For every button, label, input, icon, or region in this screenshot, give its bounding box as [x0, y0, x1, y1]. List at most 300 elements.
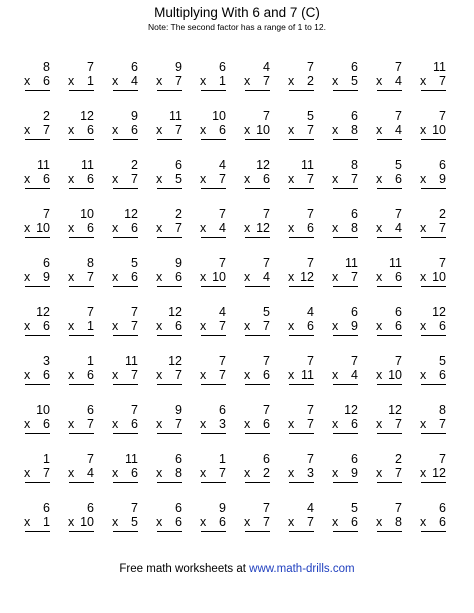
second-factor-line [148, 417, 182, 431]
multiply-sign: x [244, 270, 251, 284]
multiply-sign: x [112, 417, 119, 431]
second-factor: 7 [219, 368, 226, 382]
second-factor-line [280, 515, 314, 529]
problem [12, 452, 56, 501]
first-factor: 11 [345, 256, 358, 270]
second-factor: 6 [263, 172, 270, 186]
first-factor: 7 [395, 60, 402, 74]
first-factor: 12 [388, 403, 402, 417]
second-factor-line [412, 319, 446, 333]
problem [232, 207, 276, 256]
multiply-sign: x [376, 319, 383, 333]
multiply-sign: x [156, 368, 163, 382]
first-factor: 7 [395, 109, 402, 123]
first-factor: 4 [219, 305, 226, 319]
second-factor-line [104, 74, 138, 88]
first-factor: 6 [43, 256, 50, 270]
first-factor: 12 [124, 207, 138, 221]
multiply-sign: x [112, 74, 119, 88]
first-factor: 10 [36, 403, 50, 417]
second-factor-line [236, 221, 270, 235]
problem [56, 158, 100, 207]
first-factor: 7 [307, 403, 314, 417]
second-factor-line [16, 466, 50, 480]
problem [188, 109, 232, 158]
second-factor: 4 [263, 270, 270, 284]
second-factor: 7 [307, 515, 314, 529]
answer-line [377, 482, 402, 483]
multiply-sign: x [24, 270, 31, 284]
first-factor: 10 [212, 109, 226, 123]
problem [364, 452, 408, 501]
second-factor-line [368, 319, 402, 333]
answer-line [289, 286, 314, 287]
answer-line [421, 531, 446, 532]
first-factor: 7 [219, 256, 226, 270]
multiply-sign: x [332, 368, 339, 382]
second-factor-line [16, 123, 50, 137]
answer-line [201, 286, 226, 287]
multiply-sign: x [68, 221, 75, 235]
problem [12, 60, 56, 109]
second-factor: 8 [395, 515, 402, 529]
second-factor: 6 [87, 221, 94, 235]
first-factor: 11 [125, 354, 138, 368]
second-factor: 12 [300, 270, 314, 284]
answer-line [25, 286, 50, 287]
multiply-sign: x [24, 417, 31, 431]
answer-line [201, 188, 226, 189]
second-factor: 10 [80, 515, 94, 529]
second-factor-line [148, 221, 182, 235]
first-factor: 9 [175, 256, 182, 270]
second-factor: 10 [36, 221, 50, 235]
second-factor-line [60, 172, 94, 186]
second-factor: 6 [43, 172, 50, 186]
multiply-sign: x [376, 221, 383, 235]
first-factor: 7 [439, 452, 446, 466]
problem [100, 109, 144, 158]
first-factor: 4 [219, 158, 226, 172]
second-factor-line [16, 270, 50, 284]
first-factor: 12 [80, 109, 94, 123]
problem [100, 354, 144, 403]
second-factor-line [324, 368, 358, 382]
second-factor: 7 [263, 319, 270, 333]
first-factor: 6 [175, 158, 182, 172]
multiply-sign: x [244, 417, 251, 431]
second-factor: 6 [43, 417, 50, 431]
answer-line [421, 188, 446, 189]
problem [100, 158, 144, 207]
multiply-sign: x [24, 466, 31, 480]
multiply-sign: x [112, 270, 119, 284]
problem [276, 60, 320, 109]
second-factor: 7 [439, 417, 446, 431]
first-factor: 7 [87, 60, 94, 74]
second-factor: 6 [87, 123, 94, 137]
first-factor: 7 [263, 403, 270, 417]
problem [100, 207, 144, 256]
second-factor: 6 [43, 368, 50, 382]
answer-line [69, 237, 94, 238]
first-factor: 7 [439, 109, 446, 123]
second-factor-line [368, 221, 402, 235]
answer-line [157, 335, 182, 336]
second-factor: 7 [351, 270, 358, 284]
problem [144, 452, 188, 501]
answer-line [289, 139, 314, 140]
answer-line [69, 139, 94, 140]
footer-link[interactable]: www.math-drills.com [249, 563, 355, 575]
second-factor-line [412, 172, 446, 186]
problem [144, 109, 188, 158]
first-factor: 6 [175, 501, 182, 515]
second-factor: 7 [263, 74, 270, 88]
second-factor-line [104, 319, 138, 333]
second-factor-line [16, 515, 50, 529]
first-factor: 12 [168, 305, 182, 319]
problem [320, 109, 364, 158]
second-factor: 7 [131, 368, 138, 382]
second-factor-line [280, 466, 314, 480]
first-factor: 4 [263, 60, 270, 74]
answer-line [25, 335, 50, 336]
second-factor: 6 [219, 123, 226, 137]
multiply-sign: x [244, 172, 251, 186]
first-factor: 7 [219, 354, 226, 368]
second-factor-line [412, 270, 446, 284]
second-factor: 6 [175, 319, 182, 333]
answer-line [245, 90, 270, 91]
answer-line [113, 188, 138, 189]
answer-line [113, 531, 138, 532]
answer-line [421, 90, 446, 91]
multiply-sign: x [288, 515, 295, 529]
first-factor: 5 [439, 354, 446, 368]
second-factor: 6 [175, 270, 182, 284]
answer-line [25, 482, 50, 483]
second-factor: 5 [175, 172, 182, 186]
first-factor: 9 [131, 109, 138, 123]
first-factor: 7 [307, 354, 314, 368]
multiply-sign: x [332, 123, 339, 137]
problem [276, 354, 320, 403]
first-factor: 6 [43, 501, 50, 515]
problem [364, 305, 408, 354]
first-factor: 5 [263, 305, 270, 319]
problem [188, 403, 232, 452]
second-factor-line [16, 368, 50, 382]
second-factor-line [148, 270, 182, 284]
second-factor: 9 [439, 172, 446, 186]
first-factor: 6 [219, 403, 226, 417]
problem [364, 109, 408, 158]
second-factor-line [60, 368, 94, 382]
second-factor-line [192, 417, 226, 431]
first-factor: 7 [307, 60, 314, 74]
second-factor: 9 [351, 466, 358, 480]
multiply-sign: x [68, 466, 75, 480]
second-factor-line [324, 74, 358, 88]
answer-line [289, 90, 314, 91]
answer-line [201, 335, 226, 336]
first-factor: 8 [439, 403, 446, 417]
first-factor: 4 [307, 501, 314, 515]
multiply-sign: x [288, 368, 295, 382]
first-factor: 12 [168, 354, 182, 368]
second-factor: 6 [395, 270, 402, 284]
first-factor: 7 [263, 501, 270, 515]
problem [56, 60, 100, 109]
problem [188, 60, 232, 109]
second-factor: 7 [87, 417, 94, 431]
second-factor: 7 [219, 319, 226, 333]
problem [408, 403, 452, 452]
answer-line [157, 531, 182, 532]
answer-line [377, 90, 402, 91]
second-factor: 9 [43, 270, 50, 284]
second-factor-line [148, 466, 182, 480]
second-factor: 6 [395, 319, 402, 333]
problem [144, 354, 188, 403]
second-factor: 12 [256, 221, 270, 235]
problem [276, 501, 320, 550]
answer-line [377, 531, 402, 532]
problem [56, 207, 100, 256]
problem [276, 256, 320, 305]
problem [408, 60, 452, 109]
multiply-sign: x [200, 417, 207, 431]
first-factor: 7 [307, 207, 314, 221]
multiply-sign: x [112, 515, 119, 529]
problem [276, 452, 320, 501]
answer-line [289, 482, 314, 483]
first-factor: 8 [43, 60, 50, 74]
multiply-sign: x [68, 515, 75, 529]
answer-line [333, 237, 358, 238]
problem [320, 158, 364, 207]
first-factor: 7 [43, 207, 50, 221]
answer-line [333, 188, 358, 189]
second-factor: 6 [87, 172, 94, 186]
multiply-sign: x [332, 515, 339, 529]
first-factor: 6 [439, 158, 446, 172]
answer-line [333, 433, 358, 434]
problem [56, 403, 100, 452]
multiply-sign: x [112, 466, 119, 480]
second-factor-line [280, 172, 314, 186]
first-factor: 6 [131, 60, 138, 74]
problem [100, 501, 144, 550]
second-factor-line [280, 417, 314, 431]
second-factor: 1 [87, 319, 94, 333]
second-factor-line [16, 417, 50, 431]
problem [276, 207, 320, 256]
second-factor: 7 [175, 221, 182, 235]
multiply-sign: x [244, 123, 251, 137]
second-factor: 7 [307, 123, 314, 137]
second-factor-line [192, 74, 226, 88]
answer-line [69, 188, 94, 189]
second-factor-line [60, 466, 94, 480]
first-factor: 6 [219, 60, 226, 74]
second-factor: 7 [175, 417, 182, 431]
second-factor-line [412, 123, 446, 137]
second-factor: 6 [175, 515, 182, 529]
problem [12, 158, 56, 207]
second-factor-line [148, 515, 182, 529]
second-factor-line [192, 123, 226, 137]
second-factor: 6 [351, 417, 358, 431]
problem [320, 354, 364, 403]
problem [188, 256, 232, 305]
second-factor-line [280, 221, 314, 235]
multiply-sign: x [420, 515, 427, 529]
multiply-sign: x [24, 74, 31, 88]
problem [408, 305, 452, 354]
first-factor: 11 [81, 158, 94, 172]
first-factor: 7 [131, 305, 138, 319]
problem [188, 158, 232, 207]
second-factor-line [60, 123, 94, 137]
second-factor-line [368, 172, 402, 186]
problem [12, 256, 56, 305]
multiply-sign: x [244, 319, 251, 333]
multiply-sign: x [24, 221, 31, 235]
first-factor: 12 [344, 403, 358, 417]
multiply-sign: x [112, 368, 119, 382]
second-factor: 6 [351, 515, 358, 529]
second-factor-line [60, 221, 94, 235]
problem [320, 60, 364, 109]
problem [364, 354, 408, 403]
problem [408, 207, 452, 256]
multiply-sign: x [112, 319, 119, 333]
second-factor-line [192, 270, 226, 284]
answer-line [289, 531, 314, 532]
answer-line [69, 433, 94, 434]
problem [364, 501, 408, 550]
multiply-sign: x [24, 368, 31, 382]
multiply-sign: x [24, 515, 31, 529]
answer-line [113, 237, 138, 238]
first-factor: 11 [37, 158, 50, 172]
second-factor: 7 [87, 270, 94, 284]
multiply-sign: x [200, 368, 207, 382]
second-factor: 10 [212, 270, 226, 284]
second-factor-line [324, 319, 358, 333]
second-factor-line [148, 172, 182, 186]
second-factor-line [104, 123, 138, 137]
second-factor-line [16, 319, 50, 333]
answer-line [289, 384, 314, 385]
second-factor-line [148, 368, 182, 382]
second-factor: 7 [43, 123, 50, 137]
problem [408, 109, 452, 158]
second-factor-line [192, 221, 226, 235]
multiply-sign: x [376, 123, 383, 137]
problem [364, 158, 408, 207]
answer-line [289, 433, 314, 434]
multiply-sign: x [156, 221, 163, 235]
second-factor: 6 [307, 221, 314, 235]
second-factor: 3 [307, 466, 314, 480]
multiply-sign: x [112, 221, 119, 235]
answer-line [157, 384, 182, 385]
second-factor-line [412, 466, 446, 480]
second-factor: 6 [263, 417, 270, 431]
multiply-sign: x [244, 515, 251, 529]
problem [12, 109, 56, 158]
second-factor: 1 [43, 515, 50, 529]
first-factor: 7 [87, 305, 94, 319]
first-factor: 6 [87, 501, 94, 515]
first-factor: 12 [256, 158, 270, 172]
second-factor: 5 [351, 74, 358, 88]
first-factor: 11 [433, 60, 446, 74]
multiply-sign: x [68, 172, 75, 186]
problem [188, 354, 232, 403]
answer-line [113, 482, 138, 483]
second-factor-line [412, 515, 446, 529]
second-factor: 6 [131, 123, 138, 137]
first-factor: 11 [169, 109, 182, 123]
multiply-sign: x [332, 270, 339, 284]
second-factor-line [236, 368, 270, 382]
second-factor-line [192, 515, 226, 529]
second-factor-line [236, 319, 270, 333]
second-factor: 12 [432, 466, 446, 480]
problem [364, 60, 408, 109]
answer-line [113, 139, 138, 140]
problem [276, 158, 320, 207]
answer-line [157, 482, 182, 483]
second-factor: 10 [388, 368, 402, 382]
answer-line [333, 531, 358, 532]
second-factor: 7 [439, 74, 446, 88]
second-factor-line [368, 466, 402, 480]
second-factor: 7 [131, 172, 138, 186]
second-factor-line [192, 466, 226, 480]
answer-line [113, 90, 138, 91]
multiply-sign: x [156, 417, 163, 431]
first-factor: 9 [219, 501, 226, 515]
problem [12, 354, 56, 403]
problem [232, 305, 276, 354]
answer-line [201, 237, 226, 238]
problem [100, 60, 144, 109]
second-factor-line [280, 368, 314, 382]
answer-line [245, 482, 270, 483]
answer-line [421, 335, 446, 336]
answer-line [421, 433, 446, 434]
second-factor: 6 [307, 319, 314, 333]
second-factor: 10 [432, 270, 446, 284]
multiply-sign: x [244, 74, 251, 88]
multiply-sign: x [244, 221, 251, 235]
second-factor: 6 [263, 368, 270, 382]
first-factor: 7 [351, 354, 358, 368]
second-factor-line [192, 319, 226, 333]
answer-line [157, 90, 182, 91]
problem [408, 256, 452, 305]
answer-line [333, 482, 358, 483]
multiply-sign: x [376, 74, 383, 88]
multiply-sign: x [112, 172, 119, 186]
answer-line [201, 531, 226, 532]
second-factor: 7 [43, 466, 50, 480]
